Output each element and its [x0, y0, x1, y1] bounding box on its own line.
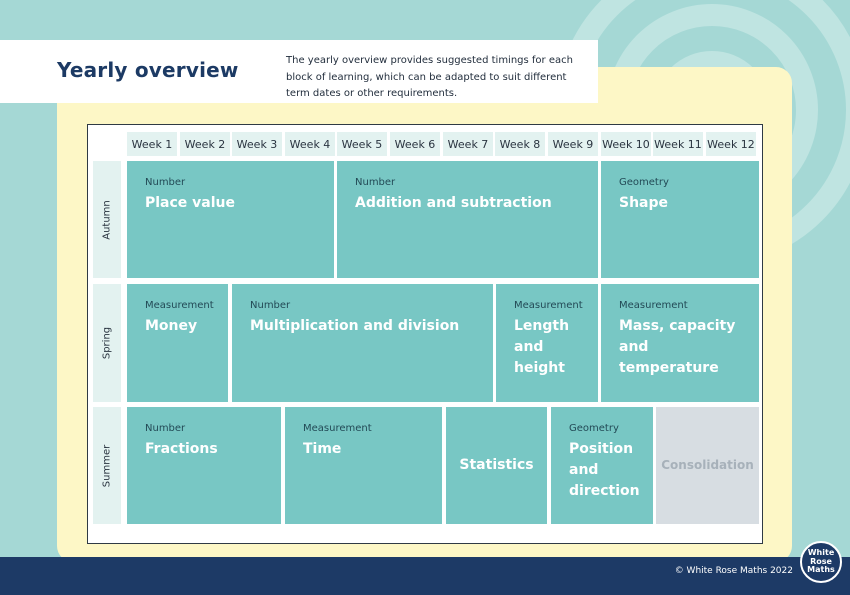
week-header: Week 10 [601, 132, 651, 156]
copyright-text: © White Rose Maths 2022 [674, 566, 793, 576]
block-fractions: Number Fractions [127, 407, 281, 524]
intro-text: The yearly overview provides suggested timings for each block of learning, which can be adapted to suit different term dates or other requirements. [286, 55, 573, 99]
week-header: Week 8 [495, 132, 545, 156]
week-header: Week 5 [337, 132, 387, 156]
block-addition-and-subtraction: Number Addition and subtraction [337, 161, 598, 278]
term-summer: Summer [93, 407, 121, 524]
week-header: Week 3 [232, 132, 282, 156]
block-position-and-direction: Geometry Position and direction [551, 407, 653, 524]
block-place-value: Number Place value [127, 161, 334, 278]
week-header: Week 2 [180, 132, 230, 156]
block-statistics: Statistics [446, 407, 547, 524]
block-multiplication-and-division: Number Multiplication and division [232, 284, 493, 402]
block-consolidation: Consolidation [656, 407, 759, 524]
week-header: Week 6 [390, 132, 440, 156]
block-mass-capacity-temperature: Measurement Mass, capacity and temperature [601, 284, 759, 402]
term-spring: Spring [93, 284, 121, 402]
week-header: Week 1 [127, 132, 177, 156]
week-header: Week 7 [443, 132, 493, 156]
week-header: Week 9 [548, 132, 598, 156]
block-money: Measurement Money [127, 284, 228, 402]
footer-bar [0, 557, 850, 595]
week-header: Week 11 [653, 132, 703, 156]
white-rose-maths-logo: White Rose Maths [800, 541, 842, 583]
block-length-and-height: Measurement Length and height [496, 284, 598, 402]
term-autumn: Autumn [93, 161, 121, 278]
page-title: Yearly overview [57, 58, 239, 82]
block-shape: Geometry Shape [601, 161, 759, 278]
week-header: Week 4 [285, 132, 335, 156]
block-time: Measurement Time [285, 407, 442, 524]
week-header: Week 12 [706, 132, 756, 156]
